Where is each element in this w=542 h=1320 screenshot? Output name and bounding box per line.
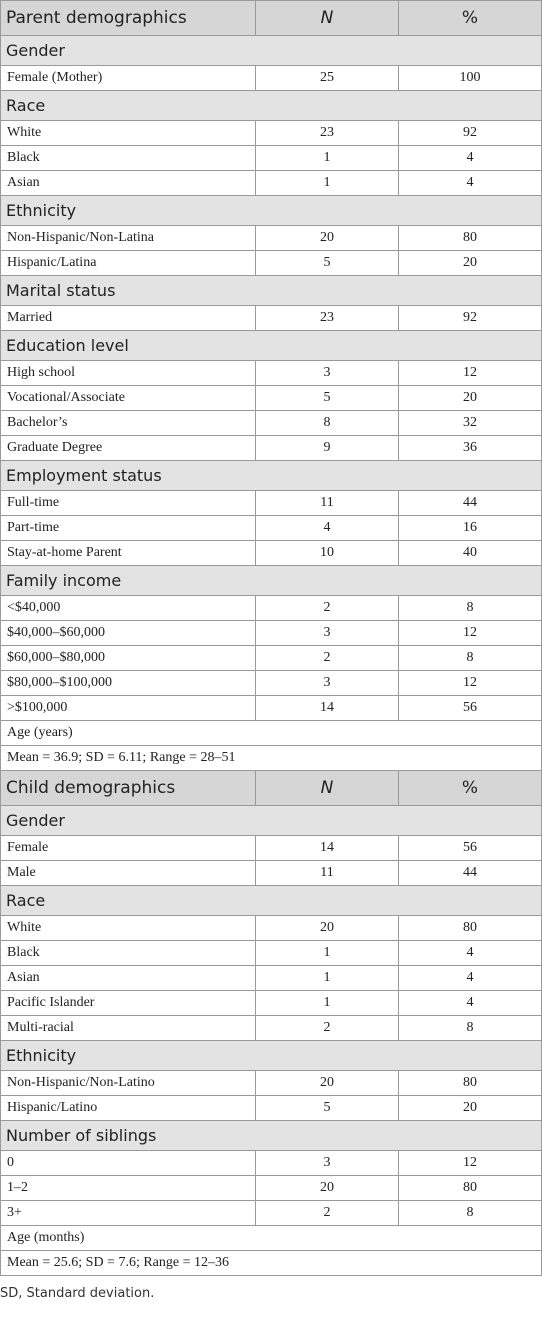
row-n: 3 bbox=[256, 621, 399, 646]
row-label: Pacific Islander bbox=[1, 991, 256, 1016]
table-row bbox=[1, 916, 542, 941]
table-row bbox=[1, 836, 542, 861]
row-percent: 12 bbox=[399, 1151, 542, 1176]
row-percent: 40 bbox=[399, 541, 542, 566]
row-percent: 44 bbox=[399, 491, 542, 516]
row-percent: 4 bbox=[399, 171, 542, 196]
row-n: 2 bbox=[256, 1201, 399, 1226]
row-n: 1 bbox=[256, 146, 399, 171]
row-label: Asian bbox=[1, 966, 256, 991]
section-title: Gender bbox=[1, 806, 542, 836]
table-row bbox=[1, 696, 542, 721]
row-percent: 80 bbox=[399, 1071, 542, 1096]
row-percent: 8 bbox=[399, 1016, 542, 1041]
row-label: White bbox=[1, 121, 256, 146]
table-row bbox=[1, 1151, 542, 1176]
table-row bbox=[1, 251, 542, 276]
row-percent: 12 bbox=[399, 361, 542, 386]
section-row bbox=[1, 1041, 542, 1071]
row-label: <$40,000 bbox=[1, 596, 256, 621]
row-label: Full-time bbox=[1, 491, 256, 516]
table-row bbox=[1, 1176, 542, 1201]
row-label: Married bbox=[1, 306, 256, 331]
row-percent: 4 bbox=[399, 966, 542, 991]
row-label: Non-Hispanic/Non-Latina bbox=[1, 226, 256, 251]
section-row bbox=[1, 806, 542, 836]
row-percent: 12 bbox=[399, 671, 542, 696]
row-n: 23 bbox=[256, 121, 399, 146]
row-label: White bbox=[1, 916, 256, 941]
row-n: 3 bbox=[256, 361, 399, 386]
section-title: Education level bbox=[1, 331, 542, 361]
parent-header-row bbox=[1, 1, 542, 36]
row-label: Hispanic/Latina bbox=[1, 251, 256, 276]
row-n: 14 bbox=[256, 696, 399, 721]
row-label: High school bbox=[1, 361, 256, 386]
row-n: 1 bbox=[256, 991, 399, 1016]
row-percent: 16 bbox=[399, 516, 542, 541]
section-row bbox=[1, 91, 542, 121]
row-n: 3 bbox=[256, 1151, 399, 1176]
age-stats: Mean = 36.9; SD = 6.11; Range = 28–51 bbox=[1, 746, 542, 771]
percent-column-header: % bbox=[399, 1, 542, 36]
table-row bbox=[1, 646, 542, 671]
table-row bbox=[1, 66, 542, 91]
row-label: Graduate Degree bbox=[1, 436, 256, 461]
row-label: Stay-at-home Parent bbox=[1, 541, 256, 566]
row-percent: 20 bbox=[399, 386, 542, 411]
demographics-table-body bbox=[1, 1, 542, 1276]
table-row bbox=[1, 361, 542, 386]
row-percent: 32 bbox=[399, 411, 542, 436]
row-n: 3 bbox=[256, 671, 399, 696]
row-percent: 80 bbox=[399, 226, 542, 251]
age-stats: Mean = 25.6; SD = 7.6; Range = 12–36 bbox=[1, 1251, 542, 1276]
section-title: Race bbox=[1, 91, 542, 121]
age-label: Age (years) bbox=[1, 721, 542, 746]
row-n: 2 bbox=[256, 596, 399, 621]
row-percent: 12 bbox=[399, 621, 542, 646]
row-percent: 56 bbox=[399, 836, 542, 861]
parent-age-stats-row bbox=[1, 746, 542, 771]
row-percent: 56 bbox=[399, 696, 542, 721]
row-n: 4 bbox=[256, 516, 399, 541]
table-row bbox=[1, 121, 542, 146]
table-row bbox=[1, 991, 542, 1016]
section-row bbox=[1, 331, 542, 361]
age-label: Age (months) bbox=[1, 1226, 542, 1251]
parent-age-label-row bbox=[1, 721, 542, 746]
row-percent: 4 bbox=[399, 146, 542, 171]
table-row bbox=[1, 966, 542, 991]
table-row bbox=[1, 1071, 542, 1096]
row-n: 9 bbox=[256, 436, 399, 461]
row-n: 5 bbox=[256, 1096, 399, 1121]
section-title: Family income bbox=[1, 566, 542, 596]
row-label: >$100,000 bbox=[1, 696, 256, 721]
row-label: $40,000–$60,000 bbox=[1, 621, 256, 646]
row-n: 10 bbox=[256, 541, 399, 566]
row-n: 23 bbox=[256, 306, 399, 331]
row-percent: 100 bbox=[399, 66, 542, 91]
table-row bbox=[1, 621, 542, 646]
table-row bbox=[1, 541, 542, 566]
row-label: Vocational/Associate bbox=[1, 386, 256, 411]
section-title: Number of siblings bbox=[1, 1121, 542, 1151]
row-percent: 92 bbox=[399, 121, 542, 146]
table-row bbox=[1, 306, 542, 331]
table-row bbox=[1, 386, 542, 411]
section-title: Ethnicity bbox=[1, 196, 542, 226]
row-percent: 80 bbox=[399, 916, 542, 941]
section-row bbox=[1, 36, 542, 66]
row-percent: 36 bbox=[399, 436, 542, 461]
row-label: Black bbox=[1, 146, 256, 171]
table-row bbox=[1, 436, 542, 461]
table-row bbox=[1, 1016, 542, 1041]
table-row bbox=[1, 146, 542, 171]
section-title: Ethnicity bbox=[1, 1041, 542, 1071]
row-n: 11 bbox=[256, 491, 399, 516]
row-label: $60,000–$80,000 bbox=[1, 646, 256, 671]
row-percent: 4 bbox=[399, 941, 542, 966]
row-n: 20 bbox=[256, 1071, 399, 1096]
section-title: Employment status bbox=[1, 461, 542, 491]
table-row bbox=[1, 1096, 542, 1121]
row-n: 14 bbox=[256, 836, 399, 861]
row-label: Male bbox=[1, 861, 256, 886]
table-row bbox=[1, 226, 542, 251]
row-percent: 8 bbox=[399, 596, 542, 621]
section-title: Race bbox=[1, 886, 542, 916]
row-percent: 4 bbox=[399, 991, 542, 1016]
section-row bbox=[1, 566, 542, 596]
percent-column-header: % bbox=[399, 771, 542, 806]
row-n: 8 bbox=[256, 411, 399, 436]
row-label: 3+ bbox=[1, 1201, 256, 1226]
table-footnote: SD, Standard deviation. bbox=[0, 1286, 155, 1301]
child-header-row bbox=[1, 771, 542, 806]
table-row bbox=[1, 596, 542, 621]
row-percent: 92 bbox=[399, 306, 542, 331]
row-n: 20 bbox=[256, 226, 399, 251]
row-label: Hispanic/Latino bbox=[1, 1096, 256, 1121]
row-n: 1 bbox=[256, 941, 399, 966]
row-n: 20 bbox=[256, 1176, 399, 1201]
row-label: Black bbox=[1, 941, 256, 966]
row-label: 1–2 bbox=[1, 1176, 256, 1201]
parent-demographics-heading: Parent demographics bbox=[1, 1, 256, 36]
section-row bbox=[1, 461, 542, 491]
row-n: 11 bbox=[256, 861, 399, 886]
row-label: 0 bbox=[1, 1151, 256, 1176]
table-row bbox=[1, 861, 542, 886]
row-label: Female (Mother) bbox=[1, 66, 256, 91]
row-percent: 20 bbox=[399, 251, 542, 276]
row-percent: 20 bbox=[399, 1096, 542, 1121]
section-title: Marital status bbox=[1, 276, 542, 306]
row-n: 25 bbox=[256, 66, 399, 91]
section-row bbox=[1, 276, 542, 306]
table-row bbox=[1, 171, 542, 196]
row-n: 5 bbox=[256, 251, 399, 276]
n-column-header: N bbox=[256, 771, 399, 806]
section-title: Gender bbox=[1, 36, 542, 66]
child-demographics-heading: Child demographics bbox=[1, 771, 256, 806]
table-row bbox=[1, 491, 542, 516]
section-row bbox=[1, 196, 542, 226]
table-row bbox=[1, 411, 542, 436]
row-n: 2 bbox=[256, 646, 399, 671]
n-column-header: N bbox=[256, 1, 399, 36]
row-percent: 8 bbox=[399, 1201, 542, 1226]
row-percent: 80 bbox=[399, 1176, 542, 1201]
row-label: Bachelor’s bbox=[1, 411, 256, 436]
section-row bbox=[1, 1121, 542, 1151]
row-n: 1 bbox=[256, 171, 399, 196]
row-label: Female bbox=[1, 836, 256, 861]
row-label: Non-Hispanic/Non-Latino bbox=[1, 1071, 256, 1096]
row-percent: 44 bbox=[399, 861, 542, 886]
child-age-label-row bbox=[1, 1226, 542, 1251]
row-label: Asian bbox=[1, 171, 256, 196]
table-row bbox=[1, 671, 542, 696]
row-n: 2 bbox=[256, 1016, 399, 1041]
table-row bbox=[1, 1201, 542, 1226]
row-label: $80,000–$100,000 bbox=[1, 671, 256, 696]
row-label: Part-time bbox=[1, 516, 256, 541]
row-label: Multi-racial bbox=[1, 1016, 256, 1041]
row-n: 20 bbox=[256, 916, 399, 941]
child-age-stats-row bbox=[1, 1251, 542, 1276]
row-n: 1 bbox=[256, 966, 399, 991]
table-row bbox=[1, 941, 542, 966]
row-n: 5 bbox=[256, 386, 399, 411]
table-row bbox=[1, 516, 542, 541]
row-percent: 8 bbox=[399, 646, 542, 671]
section-row bbox=[1, 886, 542, 916]
